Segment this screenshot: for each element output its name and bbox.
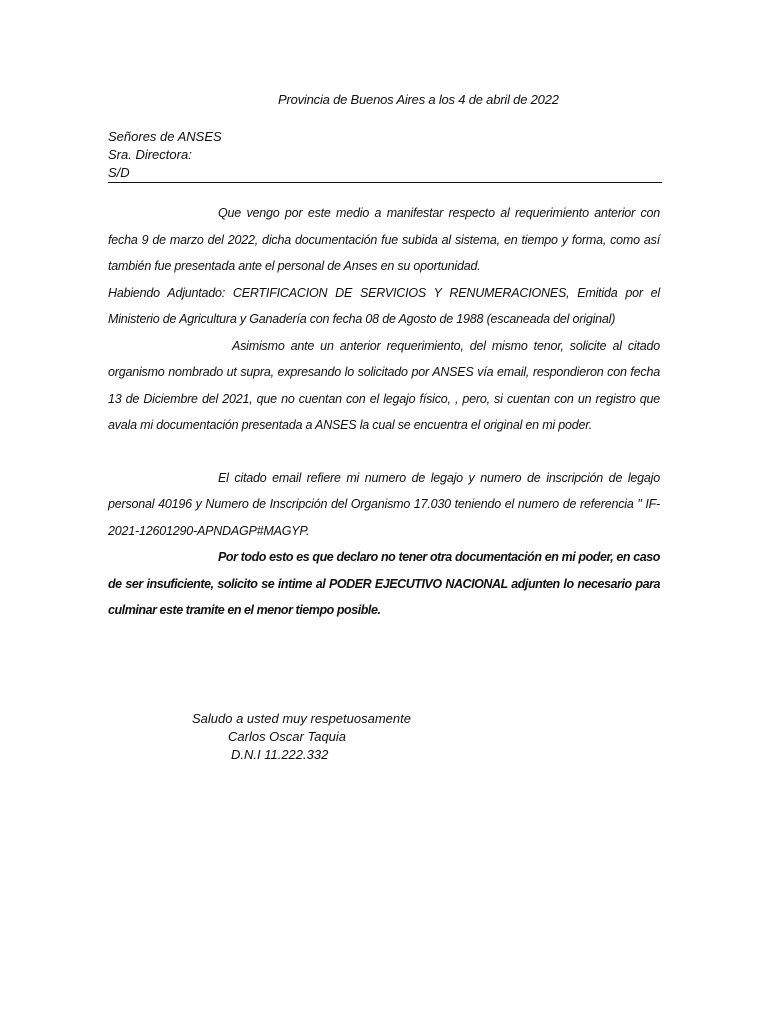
signer-name: Carlos Oscar Taquia [228,729,347,744]
paragraph-spacer [108,439,660,465]
addressee-line: S/D [108,165,130,180]
salutation: Saludo a usted muy respetuosamente [192,711,411,726]
addressee-line: Señores de ANSES [108,129,222,144]
paragraph-declaration: Por todo esto es que declaro no tener otra documentación en mi poder, en caso de ser insuficiente, solicito se intime al PODER EJECUTIVO NACIONAL adjunten lo necesario para culminar este tramite en el menor tiempo posible. [108,550,660,617]
signer-dni: D.N.I 11.222.332 [231,747,329,762]
paragraph-request: Que vengo por este medio a manifestar respecto al requerimiento anterior con fecha 9 de marzo del 2022, dicha documentación fue subida al sistema, en tiempo y forma, como así también fue presentada ante el personal de Anses en su oportunidad. [108,206,660,273]
place-date: Provincia de Buenos Aires a los 4 de abril de 2022 [278,92,559,107]
signature-block [192,710,411,764]
paragraph-prior-request: Asimismo ante un anterior requerimiento, del mismo tenor, solicite al citado organismo nombrado ut supra, expresando lo solicitado por ANSES vía email, respondieron con fecha 13 de Diciembre del 2021, que no cuentan con el legajo físico, , pero, si cuentan con un registro que avala mi documentación presentada a ANSES la cual se encuentra el original en mi poder. [108,338,660,432]
header-divider [108,182,662,183]
letter-body [108,200,660,624]
addressee-block [108,128,222,182]
paragraph-email-reference: El citado email refiere mi numero de legajo y numero de inscripción de legajo personal 40196 y Numero de Inscripción del Organismo 17.030 teniendo el numero de referencia " IF-2021-12601290-APNDAGP#MAGYP. [108,470,660,538]
paragraph-attachment: Habiendo Adjuntado: CERTIFICACION DE SERVICIOS Y RENUMERACIONES, Emitida por el Ministerio de Agricultura y Ganadería con fecha 08 de Agosto de 1988 (escaneada del original) [108,285,660,326]
addressee-line: Sra. Directora: [108,147,192,162]
